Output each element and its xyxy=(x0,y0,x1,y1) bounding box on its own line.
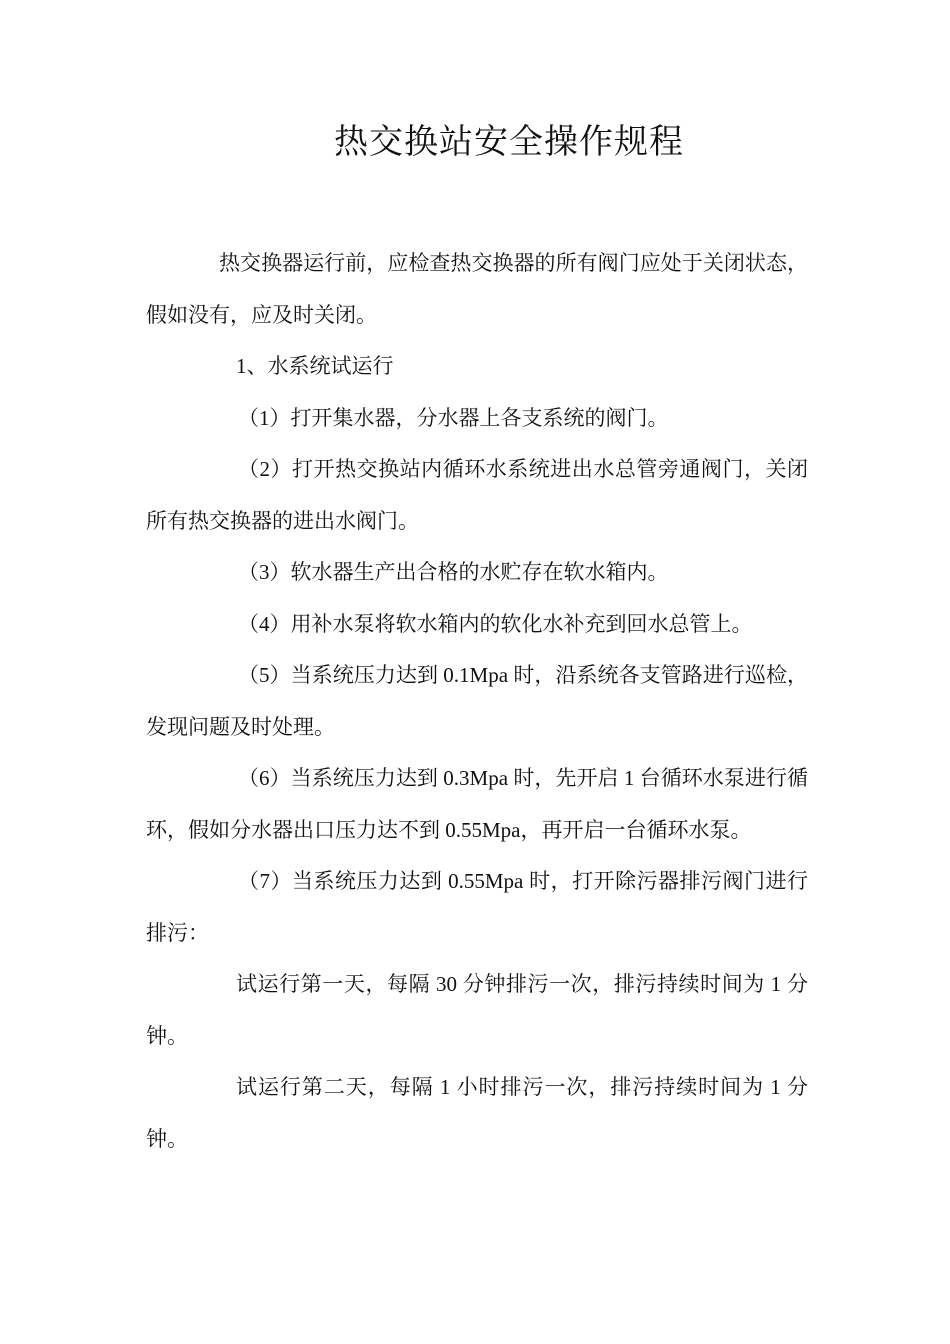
step-6: （6）当系统压力达到 0.3Mpa 时，先开启 1 台循环水泵进行循环，假如分水器出口压力达不到 0.55Mpa，再开启一台循环水泵。 xyxy=(146,766,808,842)
step-5: （5）当系统压力达到 0.1Mpa 时，沿系统各支管路进行巡检，发现问题及时处理。 xyxy=(146,663,808,739)
paragraph-intro: 热交换器运行前，应检查热交换器的所有阀门应处于关闭状态，假如没有，应及时关闭。 xyxy=(146,251,808,327)
step-1: （1）打开集水器，分水器上各支系统的阀门。 xyxy=(238,405,669,430)
step-2: （2）打开热交换站内循环水系统进出水总管旁通阀门，关闭所有热交换器的进出水阀门。 xyxy=(146,457,808,533)
step-3: （3）软水器生产出合格的水贮存在软水箱内。 xyxy=(238,560,669,584)
section-heading-water-system: 1、水系统试运行 xyxy=(236,354,394,378)
document-body xyxy=(146,238,808,1165)
document-title: 热交换站安全操作规程 xyxy=(334,124,684,161)
step-7: （7）当系统压力达到 0.55Mpa 时，打开除污器排污阀门进行排污： xyxy=(146,869,808,945)
step-4: （4）用补水泵将软水箱内的软化水补充到回水总管上。 xyxy=(238,611,753,636)
trial-day-2: 试运行第二天，每隔 1 小时排污一次，排污持续时间为 1 分钟。 xyxy=(146,1075,808,1151)
trial-day-1: 试运行第一天，每隔 30 分钟排污一次，排污持续时间为 1 分钟。 xyxy=(146,972,808,1048)
